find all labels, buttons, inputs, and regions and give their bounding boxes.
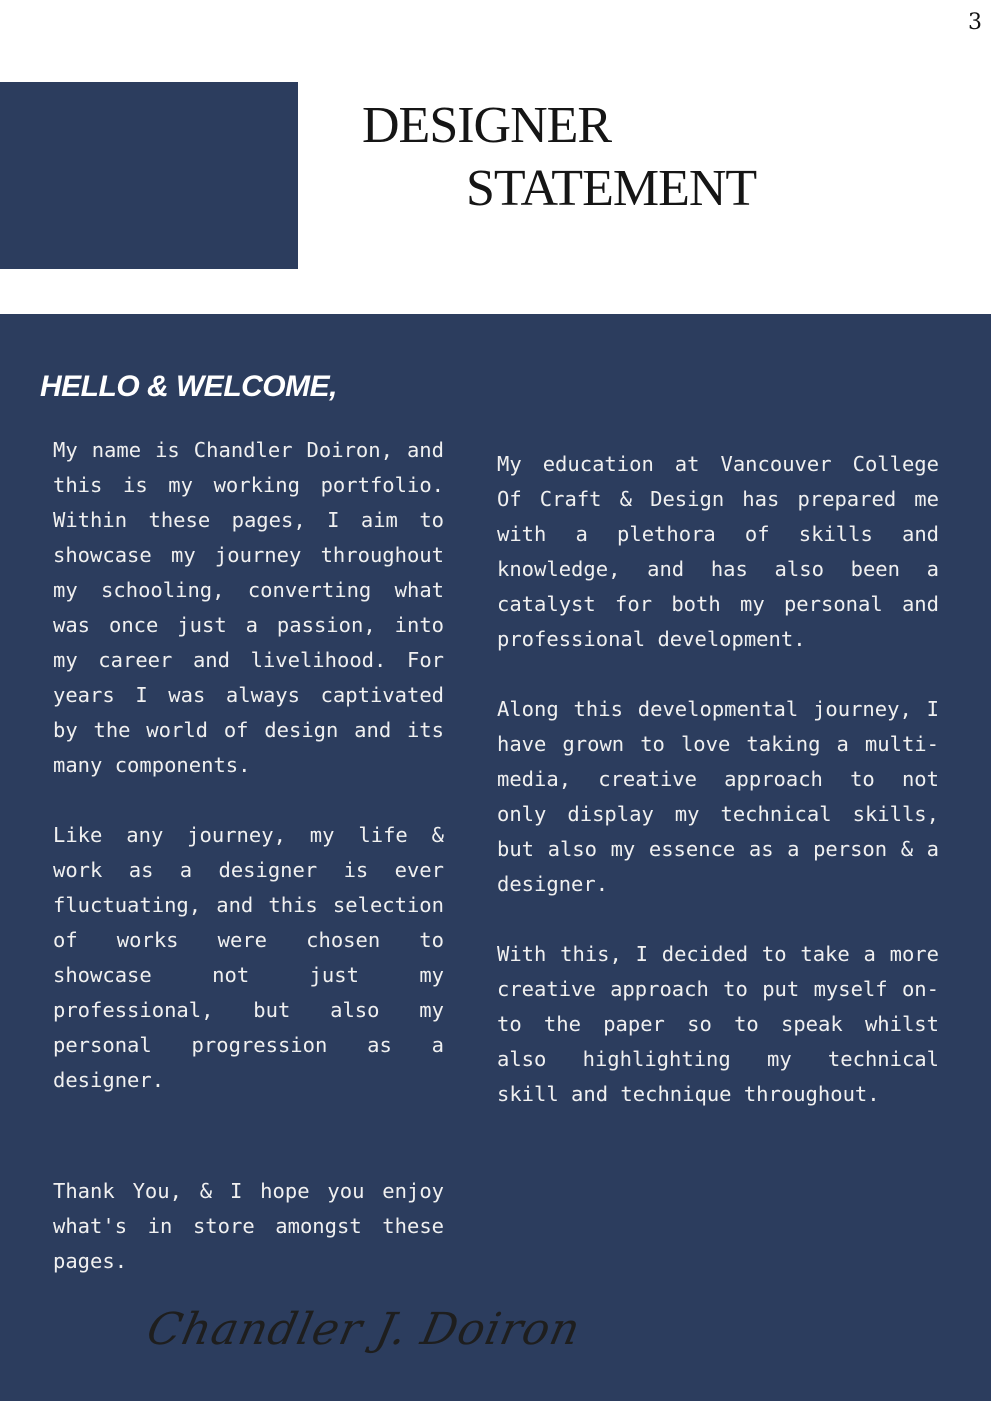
statement-paragraph: My education at Vancouver College Of Craft & Design has prepared me with a plethora of skills and knowledge, and has also been a catalyst for both my personal and professional development. (497, 452, 939, 651)
decorative-navy-block (0, 82, 298, 269)
page-title-line-2: STATEMENT (466, 160, 757, 217)
right-column (497, 447, 939, 1112)
signature: Chandler J. Doiron (142, 1304, 586, 1355)
statement-paragraph: My name is Chandler Doiron, and this is my working portfolio. Within these pages, I aim to showcase my journey throughout my schooling, converting what was once just a passion, into my career and livelihood. For years I was always captivated by the world of design and its many components. (53, 438, 444, 777)
statement-paragraph: Along this developmental journey, I have grown to love taking a multi-media, creative approach to not only display my technical skills, but also my essence as a person & a designer. (497, 697, 939, 896)
statement-paragraph: With this, I decided to take a more creative approach to put myself on-to the paper so to speak whilst also highlighting my technical skill and technique throughout. (497, 942, 939, 1106)
left-column (53, 433, 444, 1098)
greeting-heading: HELLO & WELCOME, (40, 370, 337, 403)
closing-paragraph: Thank You, & I hope you enjoy what's in store amongst these pages. (53, 1179, 444, 1273)
page-title-line-1: DESIGNER (362, 97, 612, 154)
page-number: 3 (968, 10, 982, 35)
statement-paragraph: Like any journey, my life & work as a designer is ever fluctuating, and this selection of works were chosen to showcase not just my professional, but also my personal progression as a designer. (53, 823, 444, 1092)
